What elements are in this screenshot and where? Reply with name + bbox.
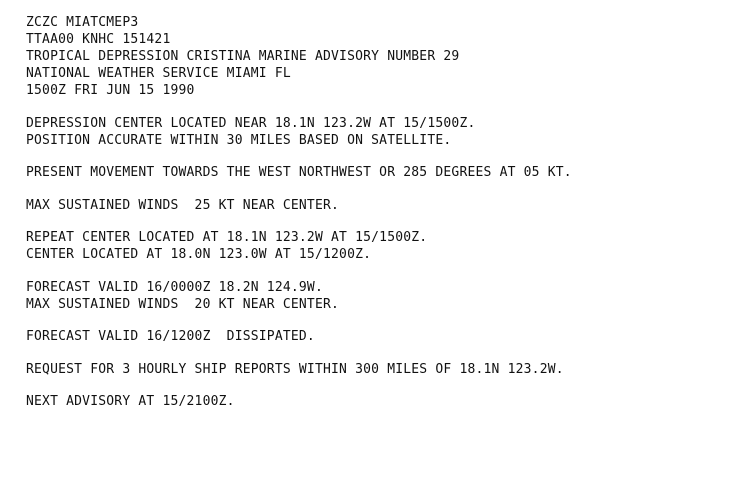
header-line: 1500Z FRI JUN 15 1990	[26, 83, 195, 98]
header-line: TROPICAL DEPRESSION CRISTINA MARINE ADVISORY NUMBER 29	[26, 49, 460, 64]
marine-advisory-text	[26, 14, 738, 410]
paragraph-gap	[26, 214, 738, 230]
winds-line: MAX SUSTAINED WINDS 25 KT NEAR CENTER.	[26, 197, 340, 213]
paragraph-gap	[26, 313, 738, 329]
next-advisory-line: NEXT ADVISORY AT 15/2100Z.	[26, 394, 235, 409]
paragraph-gap	[26, 99, 738, 115]
forecast-dissipated-line: FORECAST VALID 16/1200Z DISSIPATED.	[26, 329, 315, 344]
paragraph-gap	[26, 149, 738, 165]
movement-line: PRESENT MOVEMENT TOWARDS THE WEST NORTHWEST OR 285 DEGREES AT 05 KT.	[26, 165, 572, 180]
paragraph-gap	[26, 263, 738, 279]
header-line: TTAA00 KNHC 151421	[26, 32, 171, 47]
repeat-block	[26, 229, 738, 263]
header-line: NATIONAL WEATHER SERVICE MIAMI FL	[26, 66, 291, 81]
ship-report-request-line: REQUEST FOR 3 HOURLY SHIP REPORTS WITHIN 300 MILES OF 18.1N 123.2W.	[26, 361, 564, 377]
header-line: ZCZC MIATCMEP3	[26, 15, 139, 30]
paragraph-gap	[26, 181, 738, 197]
position-block	[26, 115, 738, 149]
forecast-line: MAX SUSTAINED WINDS 20 KT NEAR CENTER.	[26, 296, 340, 312]
forecast-block	[26, 279, 738, 313]
header-block	[26, 14, 738, 99]
position-line: POSITION ACCURATE WITHIN 30 MILES BASED ON SATELLITE.	[26, 132, 452, 148]
paragraph-gap	[26, 345, 738, 361]
forecast-line: FORECAST VALID 16/0000Z 18.2N 124.9W.	[26, 279, 323, 295]
paragraph-gap	[26, 378, 738, 394]
repeat-line: CENTER LOCATED AT 18.0N 123.0W AT 15/1200Z.	[26, 247, 372, 262]
repeat-line: REPEAT CENTER LOCATED AT 18.1N 123.2W AT 15/1500Z.	[26, 230, 428, 245]
position-line: DEPRESSION CENTER LOCATED NEAR 18.1N 123.2W AT 15/1500Z.	[26, 115, 476, 131]
